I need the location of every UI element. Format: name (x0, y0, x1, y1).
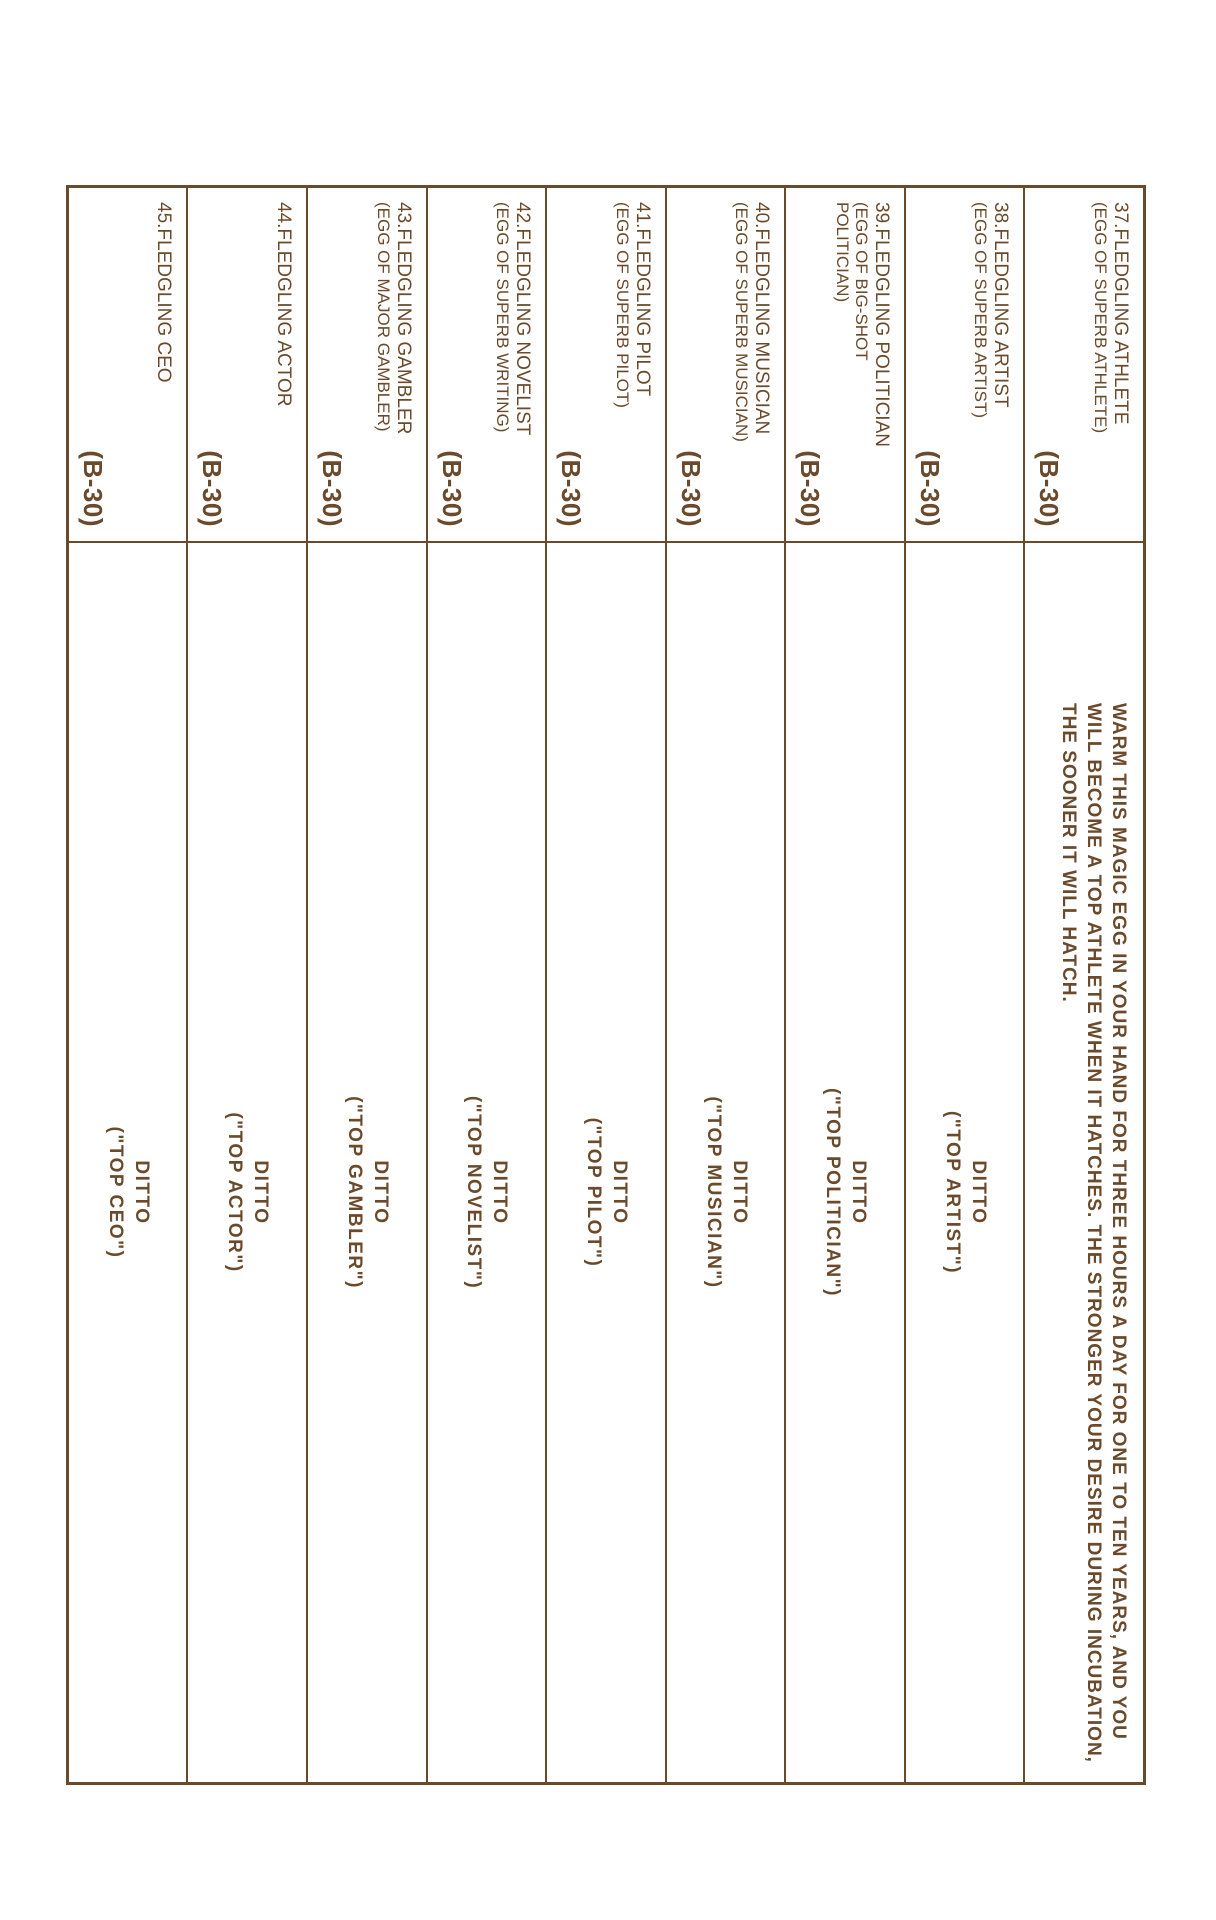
ditto-label: DITTO (848, 1160, 870, 1225)
card-code: (B-30) (436, 450, 467, 527)
card-name: 38.FLEDGLING ARTIST (990, 202, 1012, 408)
card-name-cell (1025, 188, 1143, 543)
table-row (665, 188, 785, 1782)
card-code: (B-30) (914, 450, 945, 527)
card-name-cell (428, 188, 546, 543)
card-description-cell (308, 543, 426, 1782)
card-description-cell (547, 543, 665, 1782)
table-row (426, 188, 546, 1782)
card-name: 42.FLEDGLING NOVELIST (512, 202, 534, 436)
card-name: 45.FLEDGLING CEO (153, 202, 175, 383)
card-name: 40.FLEDGLING MUSICIAN (751, 202, 773, 435)
card-name: 41.FLEDGLING PILOT (631, 202, 653, 397)
card-subtitle: (EGG OF SUPERB ATHLETE) (1091, 202, 1110, 434)
ditto-detail: ("TOP CEO") (104, 1126, 126, 1259)
card-name-cell (786, 188, 904, 543)
card-code: (B-30) (556, 450, 587, 527)
card-list-table (66, 185, 1146, 1785)
ditto-note (580, 1118, 632, 1268)
card-name-cell (547, 188, 665, 543)
ditto-note (460, 1096, 512, 1289)
ditto-detail: ("TOP ARTIST") (941, 1110, 963, 1275)
card-name-cell (189, 188, 307, 543)
ditto-note (939, 1111, 991, 1274)
card-subtitle: (EGG OF MAJOR GAMBLER) (373, 202, 393, 432)
table-row (784, 188, 904, 1782)
card-name-cell (308, 188, 426, 543)
card-description-cell (1025, 543, 1143, 1782)
table-row (306, 188, 426, 1782)
ditto-note (102, 1127, 154, 1259)
ditto-label: DITTO (250, 1160, 272, 1225)
table-row (545, 188, 665, 1782)
table-row (904, 188, 1024, 1782)
card-name: 43.FLEDGLING GAMBLER (392, 202, 414, 435)
ditto-label: DITTO (130, 1160, 152, 1225)
card-name: 44.FLEDGLING ACTOR (273, 202, 295, 407)
card-subtitle: (EGG OF SUPERB PILOT) (612, 202, 632, 408)
ditto-detail: ("TOP PILOT") (582, 1117, 604, 1268)
card-name: 37.FLEDGLING ATHLETE (1110, 202, 1131, 425)
card-subtitle: (EGG OF BIG-SHOT POLITICIAN) (832, 202, 871, 361)
card-code: (B-30) (317, 450, 348, 527)
card-code: (B-30) (795, 450, 826, 527)
ditto-label: DITTO (489, 1160, 511, 1225)
card-description-cell (69, 543, 187, 1782)
ditto-detail: ("TOP GAMBLER") (343, 1096, 365, 1289)
ditto-detail: ("TOP NOVELIST") (463, 1095, 485, 1290)
card-description: WARM THIS MAGIC EGG IN YOUR HAND FOR THREE HOURS A DAY FOR ONE TO TEN YEARS, AND YOU WILL BECOME A TOP ATHLETE WHEN IT HATCHES. THE STRONGER YOUR DESIRE DURING INCUBATION, THE SOONER IT WILL HATCH. (1058, 703, 1129, 1763)
ditto-label: DITTO (608, 1160, 630, 1225)
card-code: (B-30) (1034, 450, 1065, 527)
ditto-note (700, 1096, 752, 1288)
ditto-note (221, 1112, 273, 1272)
card-name: 39.FLEDGLING POLITICIAN (870, 202, 892, 447)
card-code: (B-30) (675, 450, 706, 527)
card-description-cell (906, 543, 1024, 1782)
card-description-cell (667, 543, 785, 1782)
card-subtitle: (EGG OF SUPERB MUSICIAN) (732, 202, 752, 442)
card-description-cell (786, 543, 904, 1782)
ditto-detail: ("TOP ACTOR") (224, 1112, 246, 1273)
card-subtitle: (EGG OF SUPERB ARTIST) (971, 202, 991, 418)
ditto-note (819, 1088, 871, 1297)
card-name-cell (906, 188, 1024, 543)
card-name-cell (69, 188, 187, 543)
table-row (69, 188, 187, 1782)
card-description-cell (428, 543, 546, 1782)
ditto-label: DITTO (967, 1160, 989, 1225)
card-code: (B-30) (77, 450, 108, 527)
ditto-label: DITTO (369, 1160, 391, 1225)
card-code: (B-30) (197, 450, 228, 527)
card-name-cell (667, 188, 785, 543)
table-row (1023, 188, 1143, 1782)
card-subtitle: (EGG OF SUPERB WRITING) (493, 202, 513, 433)
table-row (187, 188, 307, 1782)
card-description-cell (189, 543, 307, 1782)
ditto-note (341, 1096, 393, 1289)
ditto-detail: ("TOP MUSICIAN") (702, 1096, 724, 1289)
ditto-label: DITTO (728, 1160, 750, 1225)
ditto-detail: ("TOP POLITICIAN") (822, 1088, 844, 1297)
